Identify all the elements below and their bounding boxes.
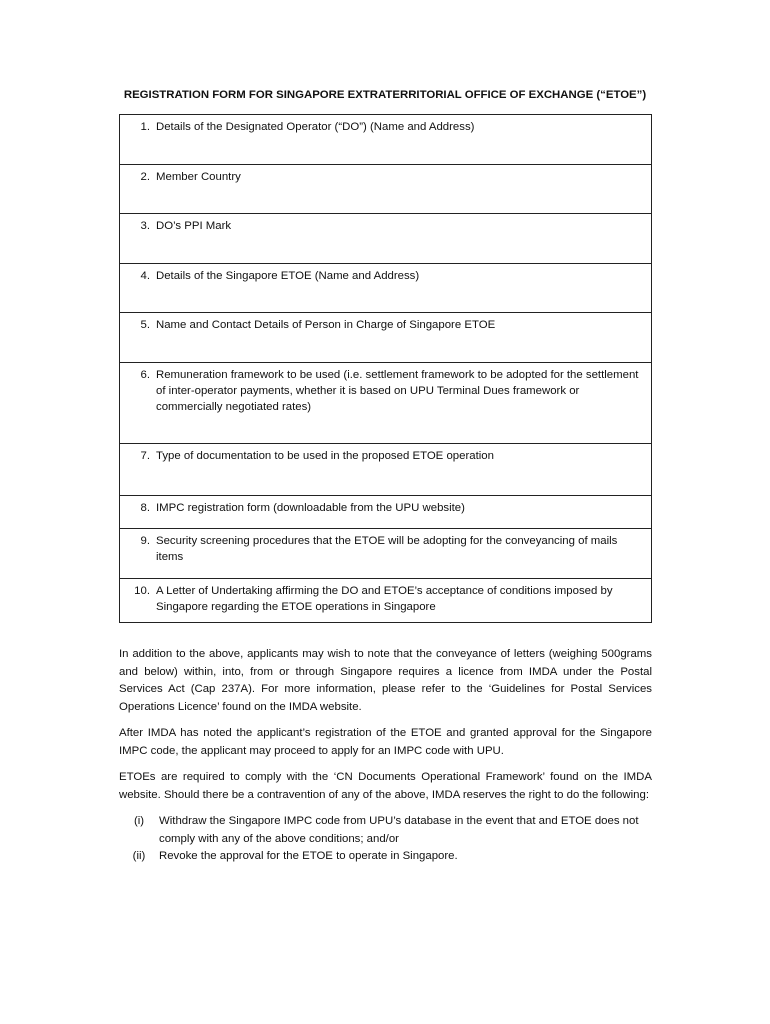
document-title: REGISTRATION FORM FOR SINGAPORE EXTRATERRITORIAL OFFICE OF EXCHANGE (“ETOE”) [123,89,647,101]
list-item-text: Revoke the approval for the ETOE to operate in Singapore. [159,850,458,862]
form-row-4 [120,264,652,313]
form-item-label: Member Country [156,171,241,183]
form-item-number: 9. [140,535,150,547]
form-row-8 [120,496,652,529]
form-item-number: 5. [140,319,150,331]
paragraph-compliance: ETOEs are required to comply with the ‘CN Documents Operational Framework’ found on the IMDA website. Should there be a contravention of any of the above, IMDA reserves the right to do the following: [119,771,652,801]
form-field-2[interactable] [120,165,652,214]
list-item-number: (ii) [132,850,146,862]
form-item-label: Security screening procedures that the ETOE will be adopting for the conveyancing of mails items [156,535,618,563]
form-field-10[interactable] [120,579,652,623]
form-row-10 [120,579,652,623]
form-field-7[interactable] [120,444,652,496]
form-row-1 [120,115,652,165]
form-row-7 [120,444,652,496]
form-item-label: A Letter of Undertaking affirming the DO and ETOE’s acceptance of conditions imposed by Singapore regarding the ETOE operations in Singapore [156,585,613,613]
form-row-2 [120,165,652,214]
form-field-8[interactable] [120,496,652,529]
form-item-label: DO’s PPI Mark [156,220,232,232]
list-item [119,848,652,866]
form-item-label: Name and Contact Details of Person in Charge of Singapore ETOE [156,319,496,331]
form-item-label: Details of the Singapore ETOE (Name and Address) [156,270,420,282]
conditions-list [119,813,652,866]
form-row-5 [120,313,652,363]
form-item-number: 7. [140,450,150,462]
form-item-number: 4. [140,270,150,282]
paragraph-licence: In addition to the above, applicants may wish to note that the conveyance of letters (weighing 500grams and below) within, into, from or through Singapore requires a licence from IMDA under the Postal Services Act (Cap 237A). For more information, please refer to the ‘Guidelines for Postal Services Operations Licence’ found on the IMDA website. [119,648,652,713]
form-field-5[interactable] [120,313,652,363]
paragraph-impc: After IMDA has noted the applicant’s registration of the ETOE and granted approval for the Singapore IMPC code, the applicant may proceed to apply for an IMPC code with UPU. [119,727,652,757]
registration-form-table [119,114,652,623]
form-row-3 [120,214,652,264]
form-item-label: Remuneration framework to be used (i.e. settlement framework to be adopted for the settlement of inter-operator payments, whether it is based on UPU Terminal Dues framework or commercially negotiated rates) [156,369,639,413]
form-field-6[interactable] [120,363,652,444]
form-field-9[interactable] [120,529,652,579]
form-item-number: 2. [140,171,150,183]
notes-section [119,646,652,866]
form-field-3[interactable] [120,214,652,264]
list-item-number: (i) [133,815,145,827]
form-item-number: 1. [140,121,150,133]
form-item-number: 3. [140,220,150,232]
form-row-9 [120,529,652,579]
form-field-4[interactable] [120,264,652,313]
form-item-label: IMPC registration form (downloadable from the UPU website) [156,502,465,514]
form-item-number: 8. [140,502,150,514]
list-item [119,813,652,848]
form-row-6 [120,363,652,444]
form-item-label: Type of documentation to be used in the proposed ETOE operation [156,450,494,462]
form-field-1[interactable] [120,115,652,165]
form-item-number: 10. [134,585,150,597]
list-item-text: Withdraw the Singapore IMPC code from UPU’s database in the event that and ETOE does not comply with any of the above conditions; and/or [159,815,639,845]
form-item-label: Details of the Designated Operator (“DO”) (Name and Address) [156,121,475,133]
form-item-number: 6. [140,369,150,381]
